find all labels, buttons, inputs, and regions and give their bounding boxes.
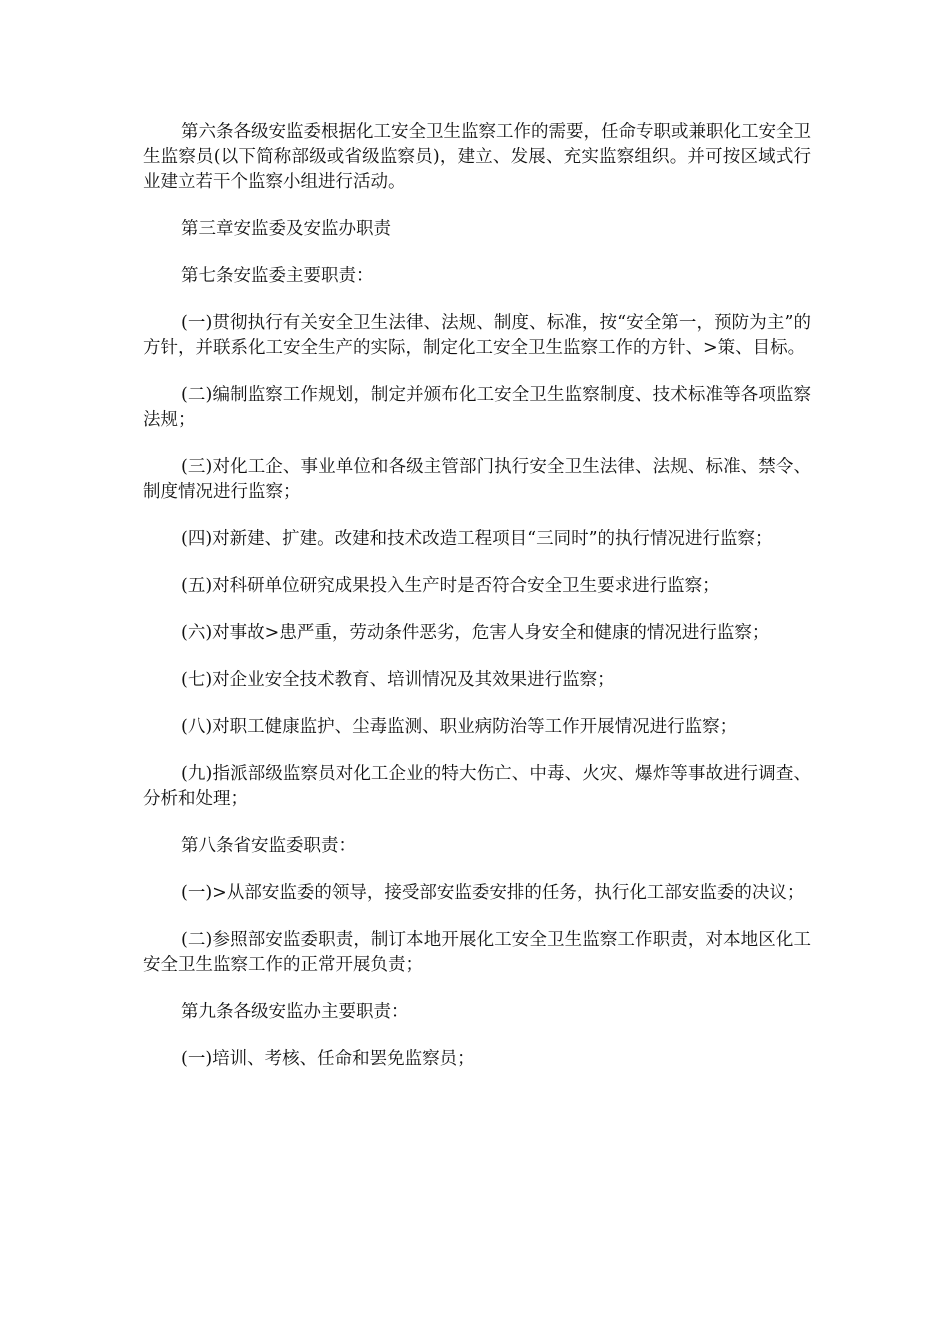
list-item-7-1: (一)贯彻执行有关安全卫生法律、法规、制度、标准，按“安全第一，预防为主”的方针，并联系化工安全生产的实际，制定化工安全卫生监察工作的方针、>策、目标。 <box>143 313 811 358</box>
list-item-7-8: (八)对职工健康监护、尘毒监测、职业病防治等工作开展情况进行监察； <box>181 717 738 737</box>
list-item-7-2: (二)编制监察工作规划，制定并颁布化工安全卫生监察制度、技术标准等各项监察法规； <box>143 385 811 430</box>
list-item-7-3: (三)对化工企、事业单位和各级主管部门执行安全卫生法律、法规、标准、禁令、制度情况进行监察； <box>143 457 811 502</box>
list-item-7-9: (九)指派部级监察员对化工企业的特大伤亡、中毒、火灾、爆炸等事故进行调查、分析和处理； <box>143 764 811 809</box>
list-item-8-2: (二)参照部安监委职责，制订本地开展化工安全卫生监察工作职责，对本地区化工安全卫生监察工作的正常开展负责； <box>143 930 811 975</box>
list-item-7-6: (六)对事故>患严重，劳动条件恶劣，危害人身安全和健康的情况进行监察； <box>181 623 770 643</box>
paragraph-article-8: 第八条省安监委职责： <box>181 836 356 856</box>
paragraph-article-7: 第七条安监委主要职责： <box>181 266 374 286</box>
list-item-7-4: (四)对新建、扩建。改建和技术改造工程项目“三同时”的执行情况进行监察； <box>181 529 773 549</box>
list-item-9-1: (一)培训、考核、任命和罢免监察员； <box>181 1049 475 1069</box>
chapter-heading-3: 第三章安监委及安监办职责 <box>181 219 391 239</box>
paragraph-article-6: 第六条各级安监委根据化工安全卫生监察工作的需要，任命专职或兼职化工安全卫生监察员(以下简称部级或省级监察员)，建立、发展、充实监察组织。并可按区域式行业建立若干个监察小组进行活动。 <box>143 122 811 192</box>
paragraph-article-9: 第九条各级安监办主要职责： <box>181 1002 409 1022</box>
list-item-7-5: (五)对科研单位研究成果投入生产时是否符合安全卫生要求进行监察； <box>181 576 720 596</box>
list-item-7-7: (七)对企业安全技术教育、培训情况及其效果进行监察； <box>181 670 615 690</box>
list-item-8-1: (一)>从部安监委的领导，接受部安监委安排的任务，执行化工部安监委的决议； <box>181 883 805 903</box>
document-body <box>143 120 811 1094</box>
